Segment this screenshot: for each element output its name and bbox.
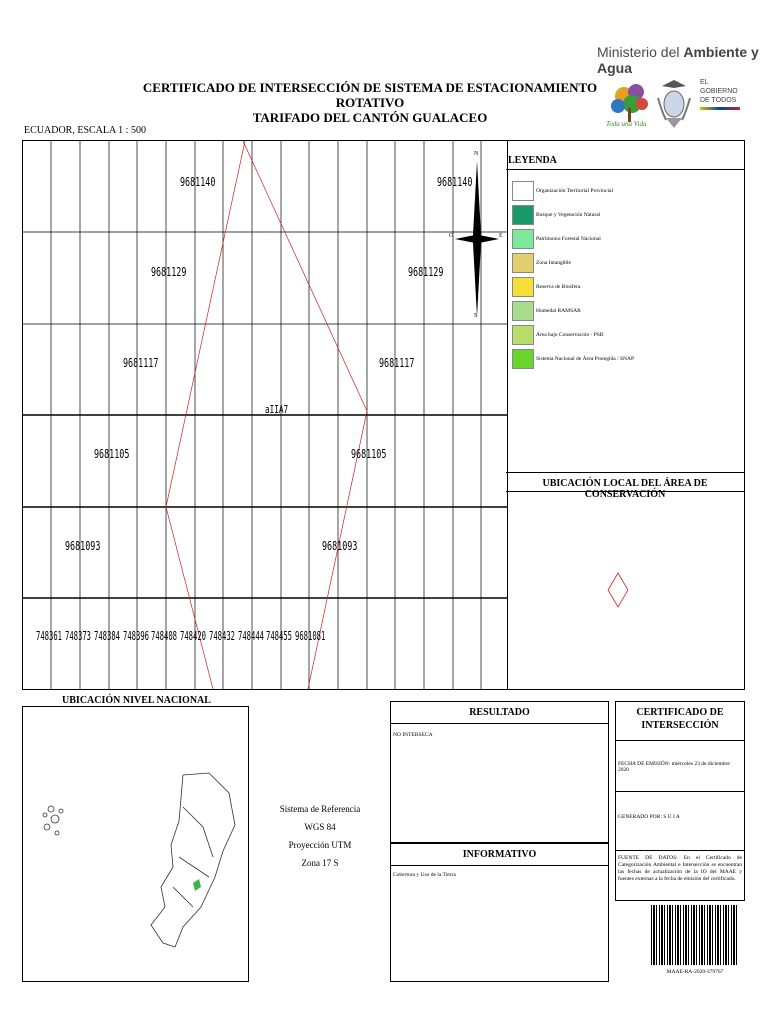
legend-item: Reserva de Biosfera xyxy=(512,277,742,297)
informative-panel xyxy=(390,843,609,982)
informative-title: INFORMATIVO xyxy=(391,844,608,866)
barcode-icon xyxy=(651,905,739,965)
legend-swatch xyxy=(512,253,534,273)
data-source: FUENTE DE DATOS: En el Certificado de Categorización Ambiental e Intersección se encuentran las fechas de actualización de la IO del MAAE y fuentes externas a la fecha de emisión del certificado. xyxy=(618,855,742,882)
result-panel xyxy=(390,701,609,843)
map-label: 9681093 xyxy=(65,539,101,553)
legend-item: Área bajo Conservación - PSB xyxy=(512,325,742,345)
map-x-label: 748444 xyxy=(238,629,265,643)
legend-item: Humedal RAMSAR xyxy=(512,301,742,321)
local-location-title: UBICACIÓN LOCAL DEL ÁREA DE CONSERVACIÓN xyxy=(542,478,708,500)
legend-swatch xyxy=(512,277,534,297)
barcode-code: MAAE-RA-2020-379767 xyxy=(666,969,724,975)
certificate-panel xyxy=(615,701,745,901)
local-area-marker xyxy=(606,571,630,614)
map-x-label: 748373 xyxy=(65,629,92,643)
ecuador-map xyxy=(33,767,243,967)
legend-swatch xyxy=(512,301,534,321)
map-x-label: 9681081 xyxy=(295,629,326,643)
map-x-label: 748384 xyxy=(94,629,121,643)
certificate-title: CERTIFICADO DE INTERSECCIÓN xyxy=(616,702,744,741)
map-x-label: 748455 xyxy=(266,629,293,643)
legend-item: Zona Intangible xyxy=(512,253,742,273)
national-location-panel xyxy=(22,695,249,982)
legend-swatch xyxy=(512,325,534,345)
map-label: 9681093 xyxy=(322,539,358,553)
map-label: 9681117 xyxy=(379,356,415,370)
scale-label: ECUADOR, ESCALA 1 : 500 xyxy=(24,125,146,136)
legend-panel xyxy=(506,140,745,690)
toda-una-vida-logo: Toda una Vida xyxy=(606,78,654,132)
map-label: 9681105 xyxy=(351,447,387,461)
map-label: 9681129 xyxy=(408,265,444,279)
map-x-label: 748361 xyxy=(36,629,63,643)
legend-swatch xyxy=(512,205,534,225)
legend-swatch xyxy=(512,349,534,369)
result-text: NO INTERSECA xyxy=(393,732,433,738)
informative-text: Cobertura y Uso de la Tierra xyxy=(393,872,456,878)
map-center-label: aIIA7 xyxy=(265,403,289,416)
legend-item: Bosque y Vegetación Natural xyxy=(512,205,742,225)
coat-of-arms-logo xyxy=(656,78,692,132)
map-label: 9681140 xyxy=(437,175,473,189)
map-label: 9681140 xyxy=(180,175,216,189)
compass-rose-icon: N S E O xyxy=(449,151,503,319)
result-title: RESULTADO xyxy=(391,702,608,724)
legend-swatch xyxy=(512,181,534,201)
map-x-label: 748408 xyxy=(151,629,178,643)
map-x-label: 748420 xyxy=(180,629,207,643)
emission-date: FECHA DE EMISIÓN: miércoles 23 de diciembre 2020 xyxy=(616,741,744,792)
legend-item: Patrimonio Forestal Nacional xyxy=(512,229,742,249)
map-label: 9681129 xyxy=(151,265,187,279)
map-frame xyxy=(22,140,508,690)
legend-item: Sistema Nacional de Área Protegida / SNAP xyxy=(512,349,742,369)
map-x-label: 748396 xyxy=(123,629,150,643)
legend-title: LEYENDA xyxy=(508,155,557,166)
map-label: 9681117 xyxy=(123,356,159,370)
generated-by: GENERADO POR: S U I A xyxy=(616,792,744,851)
reference-system: Sistema de Referencia WGS 84 Proyección UTM Zona 17 S xyxy=(279,804,361,868)
ministry-name: Ministerio del Ambiente y Agua xyxy=(597,44,759,76)
legend-swatch xyxy=(512,229,534,249)
document-title: CERTIFICADO DE INTERSECCIÓN DE SISTEMA DE ESTACIONAMIENTO ROTATIVO TARIFADO DEL CANTÓN GUALACEO xyxy=(142,80,598,125)
gobierno-de-todos-logo: EL GOBIERNO DE TODOS xyxy=(700,78,740,132)
map-label: 9681105 xyxy=(94,447,130,461)
legend-item: Organización Territorial Provincial xyxy=(512,181,742,201)
map-x-label: 748432 xyxy=(209,629,236,643)
national-location-title: UBICACIÓN NIVEL NACIONAL xyxy=(62,695,211,706)
